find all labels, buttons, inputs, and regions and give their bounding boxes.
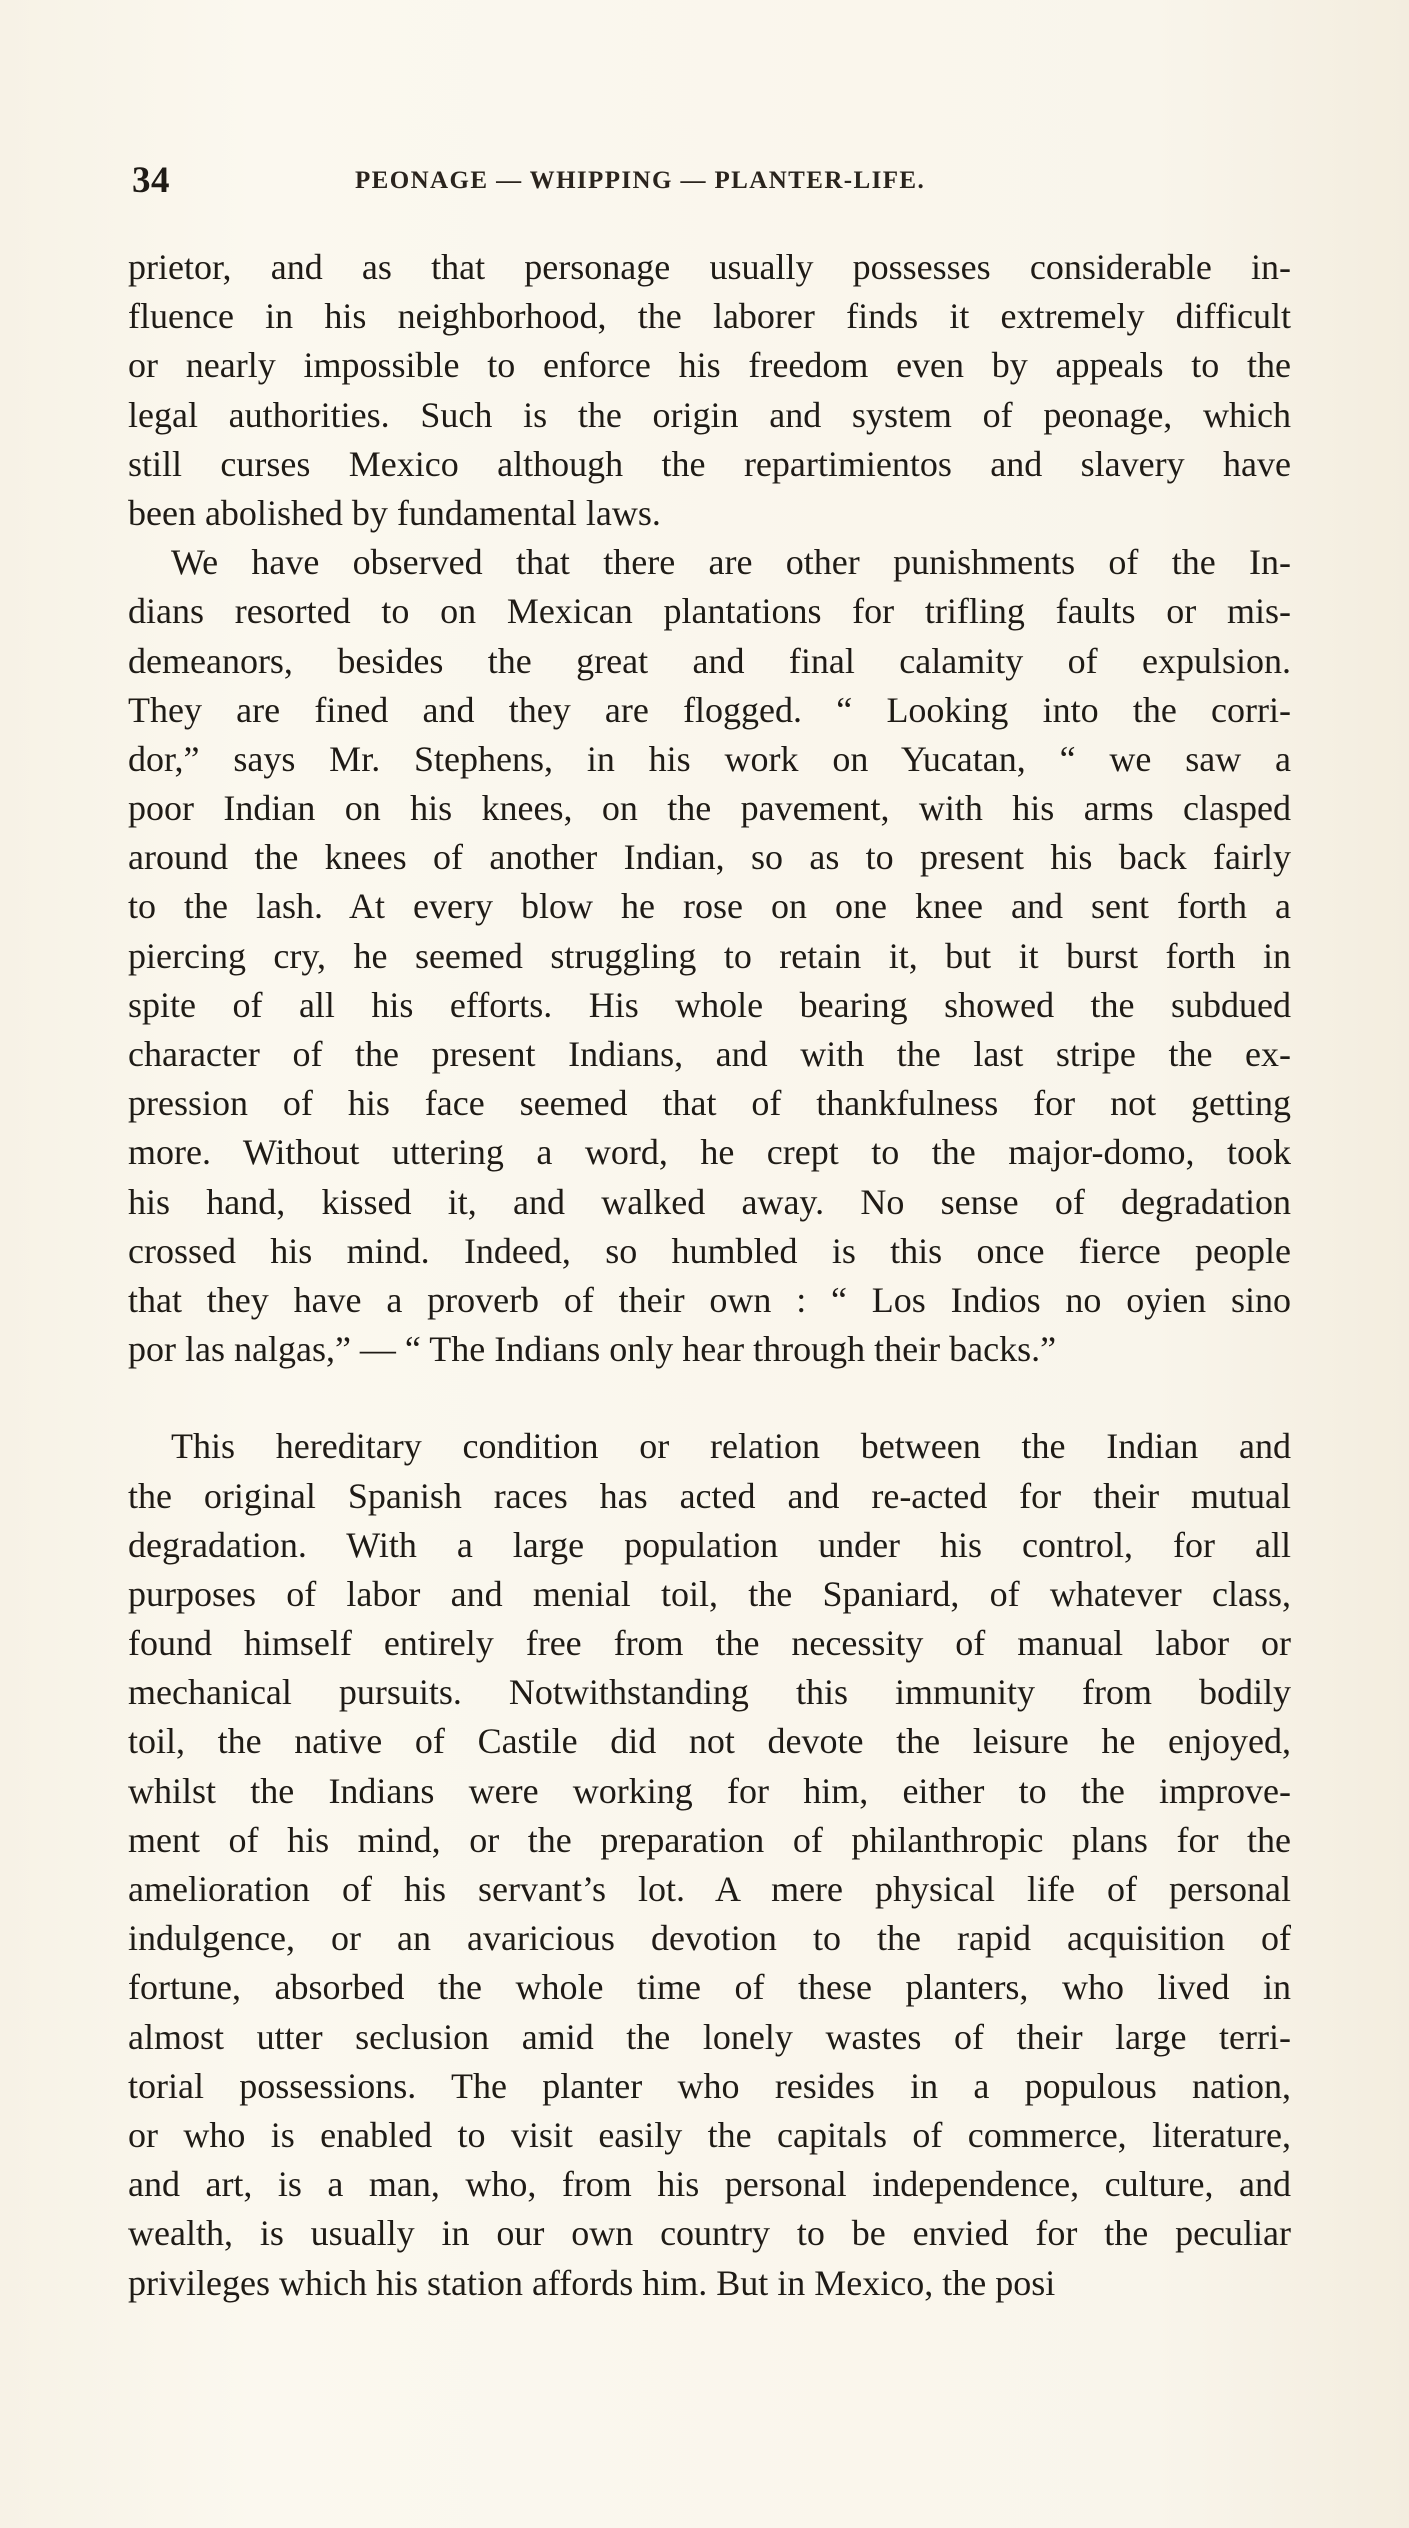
paragraph-3-line-17: wealth, is usually in our own country to be envied for the peculiar (128, 2213, 1291, 2254)
paragraph-1-line-2: fluence in his neighborhood, the laborer finds it extremely difficult (128, 296, 1291, 337)
paragraph-1-line-4: legal authorities. Such is the origin and system of peonage, which (128, 394, 1291, 435)
paragraph-3-line-1: This hereditary condition or relation between the Indian and (171, 1426, 1291, 1467)
paragraph-3-line-9: ment of his mind, or the preparation of philanthropic plans for the (128, 1819, 1291, 1860)
paragraph-3-line-7: toil, the native of Castile did not devote the leisure he enjoyed, (128, 1721, 1291, 1762)
paragraph-3-line-4: purposes of labor and menial toil, the Spaniard, of whatever class, (128, 1573, 1291, 1614)
paragraph-2-line-9: piercing cry, he seemed struggling to retain it, but it burst forth in (128, 935, 1291, 976)
paragraph-2-line-7: around the knees of another Indian, so as to present his back fairly (128, 837, 1291, 878)
paragraph-2-line-12: pression of his face seemed that of thankfulness for not getting (128, 1083, 1291, 1124)
paragraph-2-line-14: his hand, kissed it, and walked away. No sense of degradation (128, 1181, 1291, 1222)
paragraph-3-line-18: privileges which his station affords him. But in Mexico, the posi (128, 2262, 1056, 2303)
paragraph-3-line-3: degradation. With a large population under his control, for all (128, 1524, 1291, 1565)
paragraph-gap (128, 1374, 1291, 1422)
paragraph-2-line-8: to the lash. At every blow he rose on one knee and sent forth a (128, 886, 1291, 927)
paragraph-2-line-13: more. Without uttering a word, he crept to the major-domo, took (128, 1132, 1291, 1173)
paragraph-2-line-5: dor,” says Mr. Stephens, in his work on Yucatan, “ we saw a (128, 738, 1291, 779)
paragraph-2-line-1: We have observed that there are other punishments of the In- (171, 542, 1291, 583)
paragraph-2-line-4: They are fined and they are flogged. “ Looking into the corri- (128, 689, 1291, 730)
page-number: 34 (132, 160, 170, 201)
paragraph-3-line-6: mechanical pursuits. Notwithstanding this immunity from bodily (128, 1672, 1291, 1713)
page-header (132, 161, 1288, 206)
paragraph-3-line-13: almost utter seclusion amid the lonely wastes of their large terri- (128, 2016, 1291, 2057)
paragraph-2-line-10: spite of all his efforts. His whole bearing showed the subdued (128, 984, 1291, 1025)
paragraph-1-line-6: been abolished by fundamental laws. (128, 492, 661, 533)
paragraph-3-line-12: fortune, absorbed the whole time of these planters, who lived in (128, 1967, 1291, 2008)
paragraph-2-line-6: poor Indian on his knees, on the pavement, with his arms clasped (128, 788, 1291, 829)
paragraph-3-line-2: the original Spanish races has acted and re-acted for their mutual (128, 1475, 1291, 1516)
paragraph-3-line-10: amelioration of his servant’s lot. A mere physical life of personal (128, 1869, 1291, 1909)
paragraph-3-line-5: found himself entirely free from the necessity of manual labor or (128, 1623, 1291, 1664)
paragraph-3-line-14: torial possessions. The planter who resides in a populous nation, (128, 2065, 1291, 2106)
body-text (128, 243, 1291, 2308)
paragraph-2-line-3: demeanors, besides the great and final calamity of expulsion. (128, 640, 1291, 681)
running-title: PEONAGE — WHIPPING — PLANTER-LIFE. (355, 167, 926, 194)
paragraph-3-line-8: whilst the Indians were working for him, either to the improve- (128, 1770, 1291, 1811)
paragraph-2-line-16: that they have a proverb of their own : “ Los Indios no oyien sino (128, 1279, 1291, 1320)
paragraph-1-line-5: still curses Mexico although the repartimientos and slavery have (128, 443, 1291, 484)
paragraph-1-line-3: or nearly impossible to enforce his freedom even by appeals to the (128, 345, 1291, 386)
paragraph-2-line-11: character of the present Indians, and with the last stripe the ex- (128, 1034, 1291, 1074)
paragraph-2-line-2: dians resorted to on Mexican plantations for trifling faults or mis- (128, 591, 1291, 632)
paragraph-1-line-1: prietor, and as that personage usually possesses considerable in- (128, 247, 1291, 287)
paragraph-3-line-11: indulgence, or an avaricious devotion to the rapid acquisition of (128, 1918, 1291, 1959)
paragraph-2-line-15: crossed his mind. Indeed, so humbled is this once fierce people (128, 1230, 1291, 1271)
paragraph-3-line-16: and art, is a man, who, from his personal independence, culture, and (128, 2164, 1291, 2205)
paragraph-3-line-15: or who is enabled to visit easily the capitals of commerce, literature, (128, 2114, 1291, 2155)
paragraph-2-line-17: por las nalgas,” — “ The Indians only hear through their backs.” (128, 1329, 1057, 1370)
